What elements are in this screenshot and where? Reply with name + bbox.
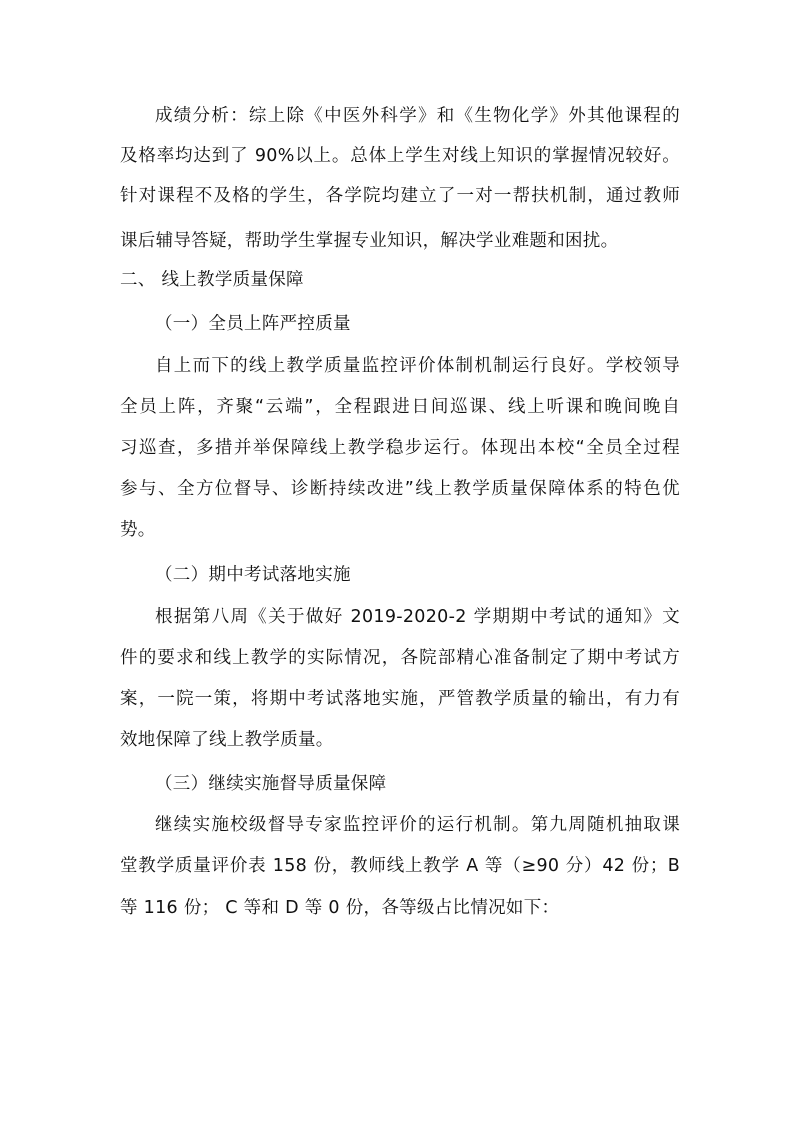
paragraph-line: 课后辅导答疑，帮助学生掌握专业知识，解决学业难题和困扰。 xyxy=(120,231,619,251)
paragraph-line: 效地保障了线上教学质量。 xyxy=(120,730,334,750)
paragraph-line: 针对课程不及格的学生，各学院均建立了一对一帮扶机制，通过教师 xyxy=(120,186,680,206)
subsection-heading: （一）全员上阵严控质量 xyxy=(155,314,351,334)
paragraph-line: 参与、全方位督导、诊断持续改进”线上教学质量保障体系的特色优 xyxy=(120,479,680,499)
paragraph-line: 及格率均达到了 90%以上。总体上学生对线上知识的掌握情况较好。 xyxy=(120,146,680,166)
paragraph-line: 继续实施校级督导专家监控评价的运行机制。第九周随机抽取课 xyxy=(155,815,680,835)
subsection-heading: （二）期中考试落地实施 xyxy=(155,565,351,585)
subsection-heading: （三）继续实施督导质量保障 xyxy=(155,774,387,794)
paragraph-line: 自上而下的线上教学质量监控评价体制机制运行良好。学校领导 xyxy=(155,356,680,376)
paragraph-line: 根据第八周《关于做好 2019-2020-2 学期期中考试的通知》文 xyxy=(155,607,680,627)
paragraph-line: 堂教学质量评价表 158 份，教师线上教学 A 等（≥90 分）42 份；B xyxy=(120,856,680,876)
paragraph-line: 案，一院一策，将期中考试落地实施，严管教学质量的输出，有力有 xyxy=(120,689,680,709)
paragraph-line: 全员上阵，齐聚“云端”，全程跟进日间巡课、线上听课和晚间晚自 xyxy=(120,397,680,417)
section-heading: 二、 线上教学质量保障 xyxy=(120,270,304,290)
paragraph-line: 习巡查，多措并举保障线上教学稳步运行。体现出本校“全员全过程 xyxy=(120,438,680,458)
paragraph-line: 等 116 份； C 等和 D 等 0 份，各等级占比情况如下： xyxy=(120,898,560,918)
paragraph-line: 成绩分析：综上除《中医外科学》和《生物化学》外其他课程的 xyxy=(155,106,680,126)
paragraph-line: 件的要求和线上教学的实际情况，各院部精心准备制定了期中考试方 xyxy=(120,648,680,668)
paragraph-line: 势。 xyxy=(120,520,156,540)
